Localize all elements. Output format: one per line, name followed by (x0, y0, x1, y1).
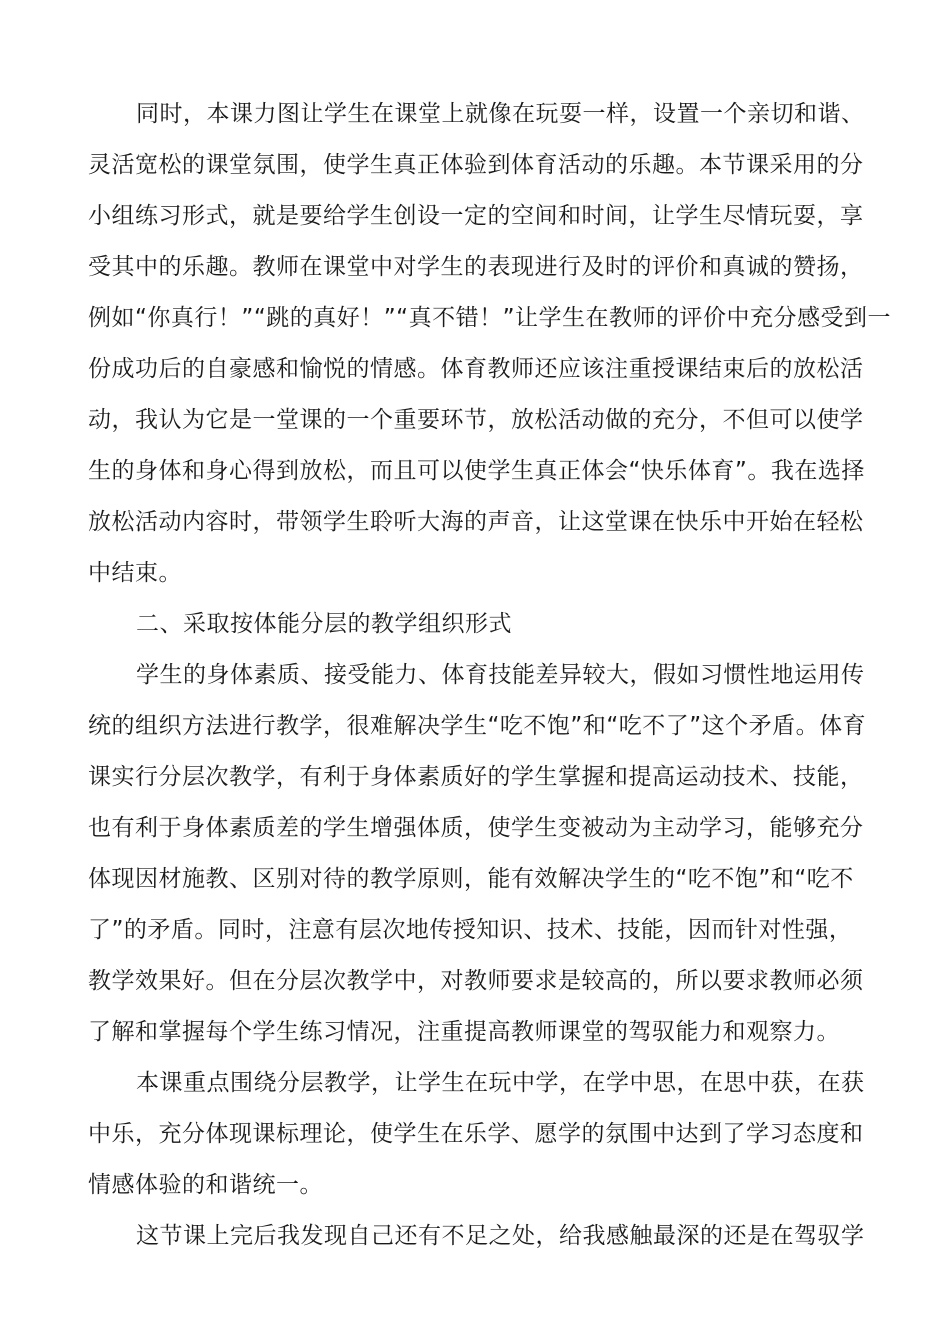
text-line: 放松活动内容时，带领学生聆听大海的声音，让这堂课在快乐中开始在轻松 (88, 509, 864, 535)
text-line: 体现因材施教、区别对待的教学原则，能有效解决学生的“吃不饱”和“吃不 (88, 866, 854, 892)
text-line: 中结束。 (88, 560, 182, 586)
text-line: 了解和掌握每个学生练习情况，注重提高教师课堂的驾驭能力和观察力。 (88, 1019, 840, 1045)
text-line: 动，我认为它是一堂课的一个重要环节，放松活动做的充分，不但可以使学 (88, 407, 864, 433)
text-line: 也有利于身体素质差的学生增强体质，使学生变被动为主动学习，能够充分 (88, 815, 864, 841)
text-line: 教学效果好。但在分层次教学中，对教师要求是较高的，所以要求教师必须 (88, 968, 864, 994)
text-line: 统的组织方法进行教学，很难解决学生“吃不饱”和“吃不了”这个矛盾。体育 (88, 713, 867, 739)
text-line: 中乐，充分体现课标理论，使学生在乐学、愿学的氛围中达到了学习态度和 (88, 1121, 864, 1147)
text-line: 灵活宽松的课堂氛围，使学生真正体验到体育活动的乐趣。本节课采用的分 (88, 152, 864, 178)
text-line: 生的身体和身心得到放松，而且可以使学生真正体会“快乐体育”。我在选择 (88, 458, 865, 484)
text-line: 学生的身体素质、接受能力、体育技能差异较大，假如习惯性地运用传 (136, 662, 865, 688)
text-line: 例如“你真行！”“跳的真好！”“真不错！”让学生在教师的评价中充分感受到一 (88, 305, 891, 331)
text-line: 这节课上完后我发现自己还有不足之处，给我感触最深的还是在驾驭学 (136, 1223, 865, 1249)
text-line: 本课重点围绕分层教学，让学生在玩中学，在学中思，在思中获，在获 (136, 1070, 865, 1096)
text-line: 份成功后的自豪感和愉悦的情感。体育教师还应该注重授课结束后的放松活 (88, 356, 864, 382)
text-line: 情感体验的和谐统一。 (88, 1172, 323, 1198)
text-line: 小组练习形式，就是要给学生创设一定的空间和时间，让学生尽情玩耍，享 (88, 203, 864, 229)
text-line: 课实行分层次教学，有利于身体素质好的学生掌握和提高运动技术、技能， (88, 764, 864, 790)
text-line: 了”的矛盾。同时，注意有层次地传授知识、技术、技能，因而针对性强， (88, 917, 853, 943)
section-heading: 二、采取按体能分层的教学组织形式 (136, 611, 512, 637)
text-line: 受其中的乐趣。教师在课堂中对学生的表现进行及时的评价和真诚的赞扬， (88, 254, 864, 280)
text-line: 同时，本课力图让学生在课堂上就像在玩耍一样，设置一个亲切和谐、 (136, 101, 865, 127)
